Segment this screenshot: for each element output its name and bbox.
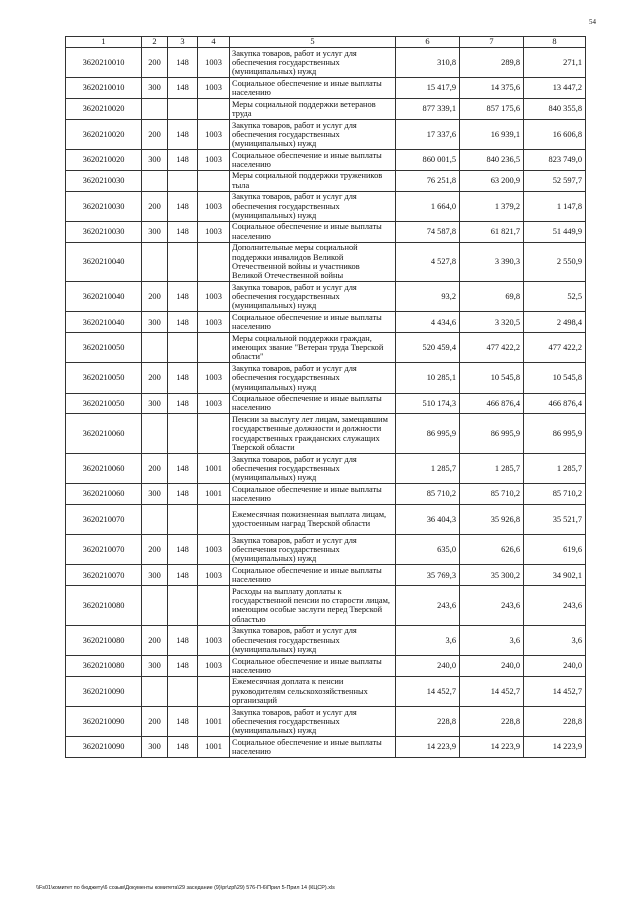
row-code: 3620210030 <box>66 170 142 191</box>
row-value-col6: 510 174,3 <box>396 393 460 414</box>
column-header: 2 <box>142 37 168 48</box>
row-value-col8: 619,6 <box>524 535 586 565</box>
row-section: 1003 <box>198 78 230 99</box>
row-value-col6: 4 434,6 <box>396 312 460 333</box>
row-value-col8: 13 447,2 <box>524 78 586 99</box>
row-value-col6: 635,0 <box>396 535 460 565</box>
row-value-col6: 243,6 <box>396 586 460 626</box>
row-section: 1003 <box>198 191 230 221</box>
row-code: 3620210020 <box>66 98 142 119</box>
row-section <box>198 586 230 626</box>
row-vr <box>142 504 168 534</box>
row-description: Социальное обеспечение и иные выплаты населению <box>230 565 396 586</box>
row-value-col7: 35 300,2 <box>460 565 524 586</box>
row-admin <box>168 414 198 454</box>
row-value-col6: 17 337,6 <box>396 119 460 149</box>
row-value-col8: 823 749,0 <box>524 149 586 170</box>
row-section: 1003 <box>198 535 230 565</box>
row-vr <box>142 98 168 119</box>
row-code: 3620210020 <box>66 119 142 149</box>
row-description: Закупка товаров, работ и услуг для обеспечения государственных (муниципальных) нужд <box>230 48 396 78</box>
row-value-col8: 477 422,2 <box>524 333 586 363</box>
row-description: Пенсии за выслугу лет лицам, замещавшим государственные должности и должности государственных гражданских служащих Тверской области <box>230 414 396 454</box>
row-code: 3620210060 <box>66 453 142 483</box>
row-description: Социальное обеспечение и иные выплаты населению <box>230 312 396 333</box>
table-row <box>66 393 586 414</box>
table-row <box>66 484 586 505</box>
row-description: Социальное обеспечение и иные выплаты населению <box>230 655 396 676</box>
row-section: 1003 <box>198 363 230 393</box>
row-value-col7: 85 710,2 <box>460 484 524 505</box>
row-value-col7: 289,8 <box>460 48 524 78</box>
row-value-col8: 840 355,8 <box>524 98 586 119</box>
row-vr: 300 <box>142 484 168 505</box>
row-admin <box>168 98 198 119</box>
row-code: 3620210090 <box>66 737 142 758</box>
row-code: 3620210060 <box>66 414 142 454</box>
row-value-col7: 240,0 <box>460 655 524 676</box>
row-value-col8: 2 498,4 <box>524 312 586 333</box>
row-value-col6: 85 710,2 <box>396 484 460 505</box>
row-description: Ежемесячная пожизненная выплата лицам, удостоенным наград Тверской области <box>230 504 396 534</box>
row-value-col8: 86 995,9 <box>524 414 586 454</box>
row-admin: 148 <box>168 655 198 676</box>
row-value-col8: 52 597,7 <box>524 170 586 191</box>
table-row <box>66 625 586 655</box>
column-header: 3 <box>168 37 198 48</box>
row-value-col6: 93,2 <box>396 282 460 312</box>
row-admin: 148 <box>168 191 198 221</box>
row-admin: 148 <box>168 363 198 393</box>
row-value-col8: 240,0 <box>524 655 586 676</box>
row-code: 3620210090 <box>66 706 142 736</box>
column-header: 4 <box>198 37 230 48</box>
row-code: 3620210050 <box>66 333 142 363</box>
row-value-col7: 626,6 <box>460 535 524 565</box>
row-vr: 300 <box>142 565 168 586</box>
row-section: 1003 <box>198 119 230 149</box>
row-admin: 148 <box>168 706 198 736</box>
row-vr: 200 <box>142 535 168 565</box>
row-value-col7: 3 390,3 <box>460 242 524 282</box>
row-vr <box>142 414 168 454</box>
row-code: 3620210070 <box>66 504 142 534</box>
row-section: 1001 <box>198 453 230 483</box>
row-vr: 200 <box>142 706 168 736</box>
table-row <box>66 170 586 191</box>
row-admin: 148 <box>168 484 198 505</box>
table-row <box>66 191 586 221</box>
table-row <box>66 586 586 626</box>
row-vr: 300 <box>142 312 168 333</box>
footer-file-path: \\Fs01\комитет по бюджету\6 созыв\Документы комитета\29 заседание (9)\pr\zpl\29) 576-П-6\Прил 5-Прил 14 (КЦСР).xls <box>36 885 335 891</box>
row-value-col7: 1 285,7 <box>460 453 524 483</box>
row-value-col7: 63 200,9 <box>460 170 524 191</box>
row-code: 3620210050 <box>66 393 142 414</box>
row-vr: 200 <box>142 453 168 483</box>
row-value-col6: 14 223,9 <box>396 737 460 758</box>
row-value-col7: 86 995,9 <box>460 414 524 454</box>
row-admin: 148 <box>168 312 198 333</box>
row-value-col7: 3,6 <box>460 625 524 655</box>
row-description: Закупка товаров, работ и услуг для обеспечения государственных (муниципальных) нужд <box>230 282 396 312</box>
table-row <box>66 453 586 483</box>
row-value-col6: 10 285,1 <box>396 363 460 393</box>
row-vr: 300 <box>142 78 168 99</box>
table-row <box>66 363 586 393</box>
row-code: 3620210080 <box>66 655 142 676</box>
row-value-col8: 271,1 <box>524 48 586 78</box>
row-description: Закупка товаров, работ и услуг для обеспечения государственных (муниципальных) нужд <box>230 535 396 565</box>
row-value-col7: 243,6 <box>460 586 524 626</box>
row-value-col8: 85 710,2 <box>524 484 586 505</box>
row-section <box>198 98 230 119</box>
table-row <box>66 333 586 363</box>
table-row <box>66 737 586 758</box>
page-number: 54 <box>589 18 596 26</box>
table-row <box>66 706 586 736</box>
row-vr: 300 <box>142 149 168 170</box>
row-admin: 148 <box>168 393 198 414</box>
row-description: Социальное обеспечение и иные выплаты населению <box>230 149 396 170</box>
row-description: Социальное обеспечение и иные выплаты населению <box>230 737 396 758</box>
row-section: 1003 <box>198 393 230 414</box>
row-vr <box>142 333 168 363</box>
table-row <box>66 78 586 99</box>
column-header: 8 <box>524 37 586 48</box>
row-code: 3620210030 <box>66 191 142 221</box>
row-value-col7: 477 422,2 <box>460 333 524 363</box>
table-row <box>66 535 586 565</box>
row-admin: 148 <box>168 149 198 170</box>
row-value-col6: 35 769,3 <box>396 565 460 586</box>
row-value-col8: 3,6 <box>524 625 586 655</box>
column-header: 5 <box>230 37 396 48</box>
row-vr: 200 <box>142 625 168 655</box>
row-vr <box>142 586 168 626</box>
row-value-col6: 15 417,9 <box>396 78 460 99</box>
row-value-col6: 76 251,8 <box>396 170 460 191</box>
row-section: 1001 <box>198 706 230 736</box>
row-code: 3620210080 <box>66 586 142 626</box>
row-value-col6: 1 664,0 <box>396 191 460 221</box>
row-value-col7: 61 821,7 <box>460 221 524 242</box>
row-value-col6: 14 452,7 <box>396 676 460 706</box>
row-vr <box>142 242 168 282</box>
table-row <box>66 282 586 312</box>
row-value-col6: 877 339,1 <box>396 98 460 119</box>
row-section <box>198 676 230 706</box>
row-code: 3620210010 <box>66 48 142 78</box>
row-admin: 148 <box>168 119 198 149</box>
row-code: 3620210020 <box>66 149 142 170</box>
row-value-col7: 857 175,6 <box>460 98 524 119</box>
row-value-col8: 1 147,8 <box>524 191 586 221</box>
row-value-col7: 1 379,2 <box>460 191 524 221</box>
row-value-col8: 52,5 <box>524 282 586 312</box>
row-code: 3620210040 <box>66 312 142 333</box>
row-vr: 300 <box>142 655 168 676</box>
table-row <box>66 98 586 119</box>
row-value-col6: 228,8 <box>396 706 460 736</box>
table-row <box>66 48 586 78</box>
row-section: 1003 <box>198 655 230 676</box>
row-section <box>198 242 230 282</box>
row-vr: 300 <box>142 737 168 758</box>
header-row <box>66 37 586 48</box>
row-value-col6: 310,8 <box>396 48 460 78</box>
row-section: 1003 <box>198 312 230 333</box>
row-code: 3620210030 <box>66 221 142 242</box>
table-row <box>66 655 586 676</box>
row-admin: 148 <box>168 565 198 586</box>
row-section: 1003 <box>198 48 230 78</box>
table-row <box>66 149 586 170</box>
row-value-col8: 466 876,4 <box>524 393 586 414</box>
row-value-col6: 74 587,8 <box>396 221 460 242</box>
row-value-col8: 51 449,9 <box>524 221 586 242</box>
row-value-col8: 14 452,7 <box>524 676 586 706</box>
row-value-col8: 34 902,1 <box>524 565 586 586</box>
row-vr <box>142 676 168 706</box>
row-section: 1003 <box>198 221 230 242</box>
row-code: 3620210070 <box>66 535 142 565</box>
row-code: 3620210070 <box>66 565 142 586</box>
row-value-col6: 860 001,5 <box>396 149 460 170</box>
table-row <box>66 676 586 706</box>
row-description: Меры социальной поддержки граждан, имеющих звание "Ветеран труда Тверской области" <box>230 333 396 363</box>
table-row <box>66 504 586 534</box>
row-section <box>198 414 230 454</box>
row-vr: 200 <box>142 119 168 149</box>
row-admin: 148 <box>168 221 198 242</box>
row-section <box>198 504 230 534</box>
row-vr: 300 <box>142 393 168 414</box>
row-description: Меры социальной поддержки тружеников тыла <box>230 170 396 191</box>
row-value-col7: 3 320,5 <box>460 312 524 333</box>
row-code: 3620210060 <box>66 484 142 505</box>
row-section: 1003 <box>198 625 230 655</box>
row-description: Закупка товаров, работ и услуг для обеспечения государственных (муниципальных) нужд <box>230 625 396 655</box>
row-code: 3620210090 <box>66 676 142 706</box>
row-description: Дополнительные меры социальной поддержки инвалидов Великой Отечественной войны и участников Великой Отечественной войны <box>230 242 396 282</box>
row-section: 1003 <box>198 149 230 170</box>
row-section <box>198 333 230 363</box>
row-value-col7: 14 375,6 <box>460 78 524 99</box>
row-value-col7: 10 545,8 <box>460 363 524 393</box>
row-vr: 300 <box>142 221 168 242</box>
row-section: 1001 <box>198 737 230 758</box>
row-code: 3620210040 <box>66 242 142 282</box>
row-description: Закупка товаров, работ и услуг для обеспечения государственных (муниципальных) нужд <box>230 363 396 393</box>
row-value-col7: 14 452,7 <box>460 676 524 706</box>
table-row <box>66 119 586 149</box>
row-description: Расходы на выплату доплаты к государственной пенсии по старости лицам, имеющим особые заслуги перед Тверской областью <box>230 586 396 626</box>
row-admin: 148 <box>168 282 198 312</box>
row-value-col6: 520 459,4 <box>396 333 460 363</box>
row-admin <box>168 333 198 363</box>
row-description: Социальное обеспечение и иные выплаты населению <box>230 221 396 242</box>
row-section: 1003 <box>198 565 230 586</box>
row-vr: 200 <box>142 48 168 78</box>
row-admin <box>168 170 198 191</box>
row-value-col8: 10 545,8 <box>524 363 586 393</box>
row-section: 1003 <box>198 282 230 312</box>
row-value-col7: 35 926,8 <box>460 504 524 534</box>
row-code: 3620210010 <box>66 78 142 99</box>
row-value-col7: 69,8 <box>460 282 524 312</box>
row-value-col7: 16 939,1 <box>460 119 524 149</box>
budget-table <box>65 36 586 758</box>
row-section: 1001 <box>198 484 230 505</box>
row-admin: 148 <box>168 78 198 99</box>
row-vr: 200 <box>142 282 168 312</box>
row-admin <box>168 586 198 626</box>
row-admin <box>168 504 198 534</box>
row-description: Закупка товаров, работ и услуг для обеспечения государственных (муниципальных) нужд <box>230 706 396 736</box>
row-value-col7: 840 236,5 <box>460 149 524 170</box>
row-admin: 148 <box>168 48 198 78</box>
row-description: Закупка товаров, работ и услуг для обеспечения государственных (муниципальных) нужд <box>230 191 396 221</box>
column-header: 6 <box>396 37 460 48</box>
table-row <box>66 221 586 242</box>
row-code: 3620210080 <box>66 625 142 655</box>
row-description: Социальное обеспечение и иные выплаты населению <box>230 78 396 99</box>
row-admin: 148 <box>168 737 198 758</box>
row-admin: 148 <box>168 453 198 483</box>
row-value-col8: 243,6 <box>524 586 586 626</box>
row-value-col8: 228,8 <box>524 706 586 736</box>
row-value-col7: 466 876,4 <box>460 393 524 414</box>
row-admin <box>168 242 198 282</box>
row-vr: 200 <box>142 363 168 393</box>
table-row <box>66 312 586 333</box>
row-vr <box>142 170 168 191</box>
table-row <box>66 565 586 586</box>
row-code: 3620210040 <box>66 282 142 312</box>
table-row <box>66 242 586 282</box>
row-description: Ежемесячная доплата к пенсии руководителям сельскохозяйственных организаций <box>230 676 396 706</box>
row-description: Социальное обеспечение и иные выплаты населению <box>230 484 396 505</box>
column-header: 1 <box>66 37 142 48</box>
row-value-col6: 36 404,3 <box>396 504 460 534</box>
row-value-col6: 86 995,9 <box>396 414 460 454</box>
row-admin <box>168 676 198 706</box>
row-value-col6: 3,6 <box>396 625 460 655</box>
row-admin: 148 <box>168 535 198 565</box>
column-header: 7 <box>460 37 524 48</box>
row-value-col8: 14 223,9 <box>524 737 586 758</box>
row-value-col7: 228,8 <box>460 706 524 736</box>
row-description: Социальное обеспечение и иные выплаты населению <box>230 393 396 414</box>
row-description: Закупка товаров, работ и услуг для обеспечения государственных (муниципальных) нужд <box>230 119 396 149</box>
row-section <box>198 170 230 191</box>
row-value-col6: 1 285,7 <box>396 453 460 483</box>
row-value-col8: 16 606,8 <box>524 119 586 149</box>
row-value-col7: 14 223,9 <box>460 737 524 758</box>
row-admin: 148 <box>168 625 198 655</box>
row-value-col8: 2 550,9 <box>524 242 586 282</box>
row-code: 3620210050 <box>66 363 142 393</box>
row-value-col8: 1 285,7 <box>524 453 586 483</box>
row-vr: 200 <box>142 191 168 221</box>
row-description: Меры социальной поддержки ветеранов труда <box>230 98 396 119</box>
row-description: Закупка товаров, работ и услуг для обеспечения государственных (муниципальных) нужд <box>230 453 396 483</box>
row-value-col6: 240,0 <box>396 655 460 676</box>
table-row <box>66 414 586 454</box>
row-value-col6: 4 527,8 <box>396 242 460 282</box>
row-value-col8: 35 521,7 <box>524 504 586 534</box>
